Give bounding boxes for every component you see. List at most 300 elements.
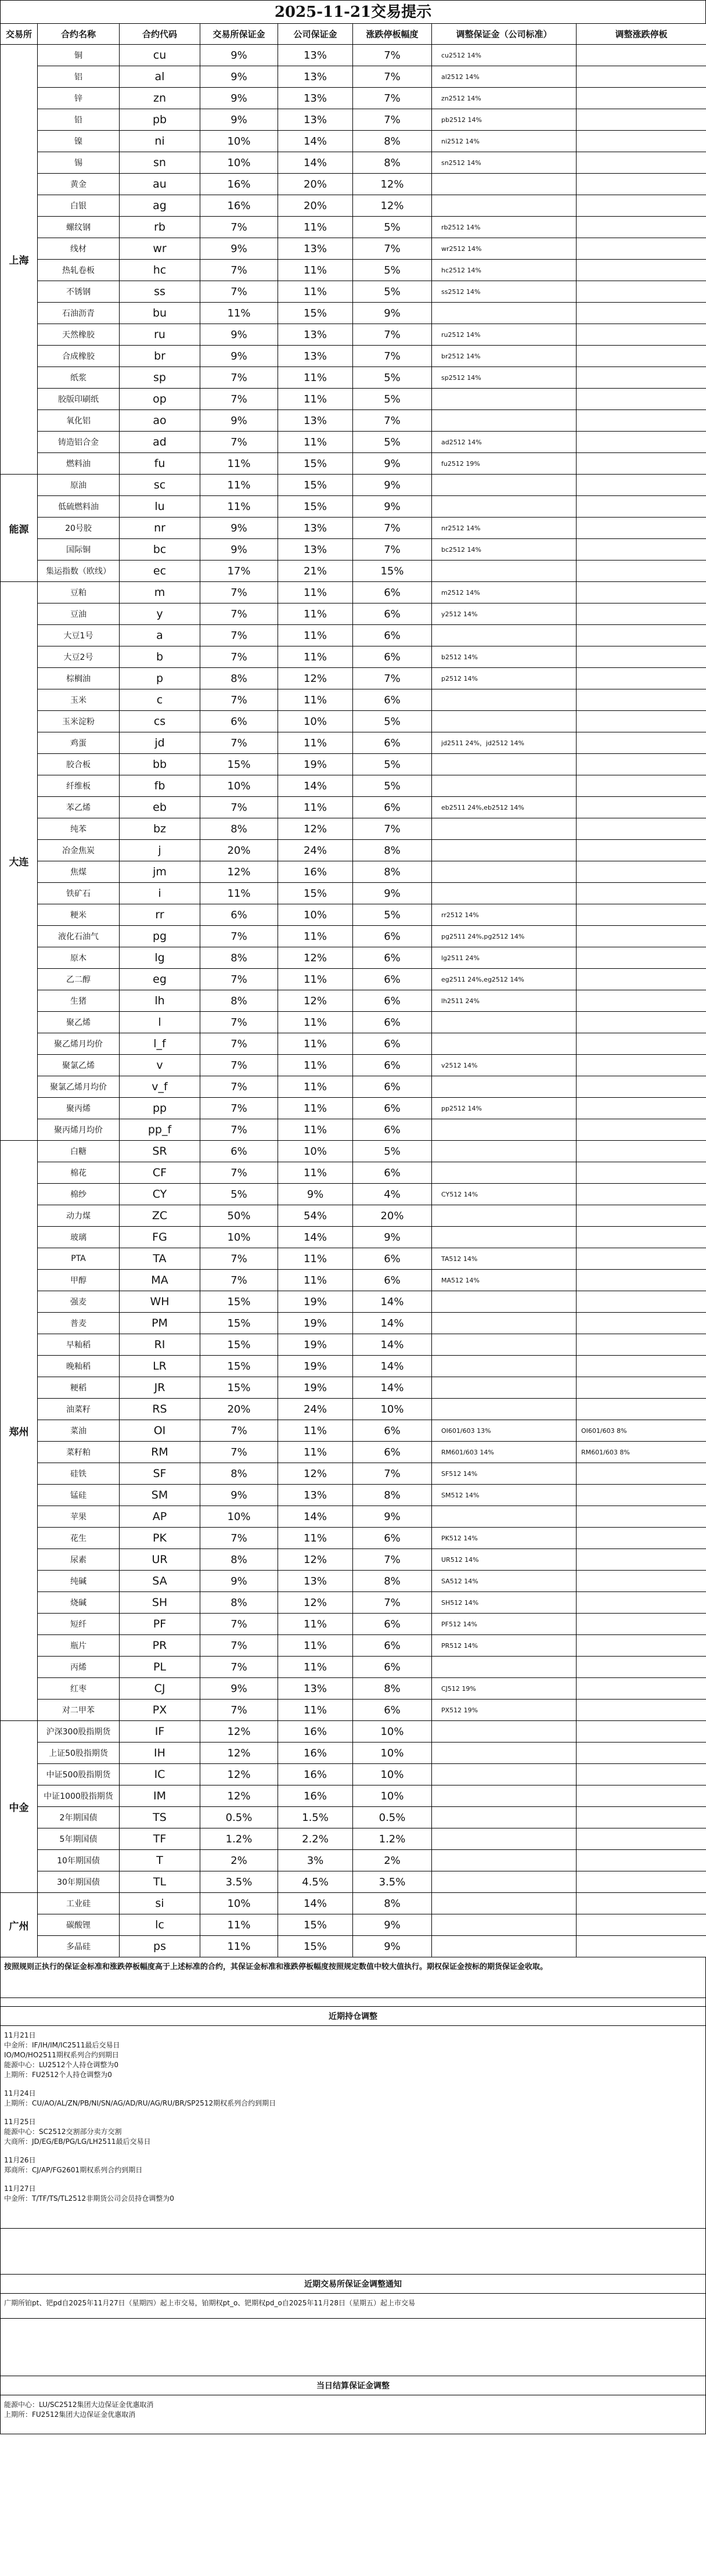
price-limit-cell: 7% [353,346,432,367]
company-margin-cell: 15% [278,496,353,518]
contract-name-cell: 甲醇 [38,1270,120,1291]
contract-code-cell: bb [120,754,200,775]
contract-code-cell: UR [120,1549,200,1571]
contract-name-cell: 菜籽粕 [38,1442,120,1463]
exchange-margin-cell: 10% [200,131,278,152]
contract-code-cell: jm [120,861,200,883]
contract-name-cell: 原木 [38,947,120,969]
price-limit-cell: 7% [353,1463,432,1485]
adjusted-limit-cell [577,861,706,883]
exchange-margin-cell: 8% [200,1549,278,1571]
contract-name-cell: 5年期国债 [38,1828,120,1850]
adjusted-margin-cell: PR512 14% [432,1635,577,1657]
exchange-margin-cell: 9% [200,88,278,109]
exchange-margin-cell: 7% [200,1162,278,1184]
company-margin-cell: 15% [278,1914,353,1936]
contract-name-cell: 2年期国债 [38,1807,120,1828]
company-margin-cell: 11% [278,1700,353,1721]
company-margin-cell: 12% [278,818,353,840]
adjusted-limit-cell [577,1012,706,1033]
exchange-margin-cell: 7% [200,1657,278,1678]
exchange-margin-cell: 7% [200,582,278,603]
company-margin-cell: 13% [278,346,353,367]
company-margin-cell: 13% [278,109,353,131]
price-limit-cell: 7% [353,1592,432,1614]
exchange-cell: 郑州 [1,1141,38,1721]
adjusted-margin-cell [432,1828,577,1850]
contract-name-cell: 合成橡胶 [38,346,120,367]
adjusted-limit-cell [577,1528,706,1549]
price-limit-cell: 14% [353,1291,432,1313]
price-limit-cell: 6% [353,1657,432,1678]
adjusted-margin-cell: UR512 14% [432,1549,577,1571]
contract-code-cell: eg [120,969,200,990]
adjusted-margin-cell: eg2511 24%,eg2512 14% [432,969,577,990]
contract-name-cell: 白糖 [38,1141,120,1162]
adjusted-limit-cell [577,1119,706,1141]
company-margin-cell: 12% [278,1549,353,1571]
table-row [1,1614,706,1635]
adjusted-limit-cell [577,410,706,432]
table-row [1,1184,706,1205]
exchange-margin-cell: 11% [200,453,278,475]
adjusted-margin-cell [432,195,577,217]
company-margin-cell: 13% [278,518,353,539]
contract-name-cell: 不锈钢 [38,281,120,303]
price-limit-cell: 6% [353,1055,432,1076]
adjusted-margin-cell [432,410,577,432]
contract-name-cell: 聚丙烯 [38,1098,120,1119]
contract-name-cell: 上证50股指期货 [38,1743,120,1764]
price-limit-cell: 10% [353,1785,432,1807]
exchange-margin-cell: 9% [200,45,278,66]
company-margin-cell: 10% [278,904,353,926]
adjusted-limit-cell [577,131,706,152]
table-body [1,45,706,1957]
contract-code-cell: IF [120,1721,200,1743]
price-limit-cell: 4% [353,1184,432,1205]
exchange-margin-cell: 15% [200,1377,278,1399]
adjusted-margin-cell: br2512 14% [432,346,577,367]
contract-name-cell: 天然橡胶 [38,324,120,346]
table-row [1,1785,706,1807]
table-row [1,797,706,818]
price-limit-cell: 9% [353,1506,432,1528]
price-limit-cell: 7% [353,109,432,131]
price-limit-cell: 6% [353,947,432,969]
table-row [1,539,706,561]
exchange-margin-cell: 5% [200,1184,278,1205]
section-spacer [0,1998,706,2006]
adjusted-limit-cell [577,1076,706,1098]
exchange-margin-cell: 7% [200,1420,278,1442]
contract-code-cell: v_f [120,1076,200,1098]
company-margin-cell: 21% [278,561,353,582]
adjusted-margin-cell [432,1033,577,1055]
notice-line: 广期所铂pt、钯pd自2025年11月27日（星期四）起上市交易，铂期权pt_o、钯期权pd_o自2025年11月28日（星期五）起上市交易 [4,2299,415,2307]
adjusted-limit-cell [577,66,706,88]
contract-code-cell: IM [120,1785,200,1807]
contract-name-cell: 冶金焦炭 [38,840,120,861]
contract-code-cell: lg [120,947,200,969]
exchange-margin-cell: 7% [200,1119,278,1141]
price-limit-cell: 5% [353,217,432,238]
adjusted-margin-cell: bc2512 14% [432,539,577,561]
exchange-margin-cell: 1.2% [200,1828,278,1850]
adjusted-limit-cell [577,1721,706,1743]
notice-line: 郑商所：CJ/AP/FG2601期权系列合约到期日 [4,2166,143,2174]
price-limit-cell: 5% [353,1141,432,1162]
price-limit-cell: 6% [353,990,432,1012]
exchange-margin-cell: 2% [200,1850,278,1871]
contract-name-cell: 纸浆 [38,367,120,389]
company-margin-cell: 11% [278,969,353,990]
price-limit-cell: 6% [353,646,432,668]
exchange-margin-cell: 16% [200,174,278,195]
adjusted-margin-cell [432,754,577,775]
contract-code-cell: RI [120,1334,200,1356]
table-row [1,1399,706,1420]
contract-name-cell: 氧化铝 [38,410,120,432]
company-margin-cell: 13% [278,1678,353,1700]
exchange-margin-cell: 7% [200,625,278,646]
company-margin-cell: 15% [278,475,353,496]
adjusted-margin-cell: jd2511 24%，jd2512 14% [432,732,577,754]
adjusted-margin-cell: PX512 19% [432,1700,577,1721]
adjusted-limit-cell [577,152,706,174]
adjusted-margin-cell [432,1914,577,1936]
exchange-margin-cell: 16% [200,195,278,217]
adjusted-margin-cell [432,1291,577,1313]
adjusted-limit-cell [577,453,706,475]
contract-name-cell: 锡 [38,152,120,174]
contract-name-cell: 红枣 [38,1678,120,1700]
exchange-margin-cell: 7% [200,217,278,238]
exchange-margin-cell: 12% [200,1743,278,1764]
notice-line: 能源中心：SC2512交割部分卖方交割 [4,2128,122,2136]
adjusted-margin-cell: SA512 14% [432,1571,577,1592]
adjusted-margin-cell [432,1807,577,1828]
table-row [1,883,706,904]
notice-line: 11月24日 [4,2089,36,2097]
table-row [1,1850,706,1871]
contract-name-cell: 大豆2号 [38,646,120,668]
adjusted-limit-cell [577,1743,706,1764]
exchange-margin-cell: 6% [200,904,278,926]
contract-name-cell: 锰硅 [38,1485,120,1506]
table-row [1,1743,706,1764]
price-limit-cell: 6% [353,926,432,947]
notice-line: 大商所：JD/EG/EB/PG/LG/LH2511最后交易日 [4,2137,151,2146]
exchange-margin-cell: 7% [200,1700,278,1721]
company-margin-cell: 16% [278,861,353,883]
price-limit-cell: 10% [353,1764,432,1785]
adjusted-margin-cell [432,1227,577,1248]
adjusted-limit-cell [577,1205,706,1227]
price-limit-cell: 6% [353,1248,432,1270]
exchange-margin-cell: 11% [200,475,278,496]
exchange-margin-cell: 15% [200,1313,278,1334]
exchange-margin-cell: 9% [200,109,278,131]
contract-name-cell: 生猪 [38,990,120,1012]
price-limit-cell: 6% [353,1098,432,1119]
adjusted-limit-cell [577,346,706,367]
exchange-margin-cell: 7% [200,1076,278,1098]
adjusted-margin-cell [432,1076,577,1098]
contract-code-cell: SA [120,1571,200,1592]
notice-line: 中金所：T/TF/TS/TL2512非期货公司会员持仓调整为0 [4,2194,174,2203]
contract-name-cell: 丙烯 [38,1657,120,1678]
price-limit-cell: 7% [353,324,432,346]
table-row [1,625,706,646]
adjusted-limit-cell [577,1700,706,1721]
adjusted-margin-cell [432,625,577,646]
contract-code-cell: lh [120,990,200,1012]
exchange-margin-cell: 7% [200,1528,278,1549]
exchange-margin-cell: 12% [200,861,278,883]
contract-code-cell: AP [120,1506,200,1528]
company-margin-cell: 11% [278,260,353,281]
table-row [1,1012,706,1033]
adjusted-margin-cell: SM512 14% [432,1485,577,1506]
table-row [1,990,706,1012]
contract-code-cell: RM [120,1442,200,1463]
price-limit-cell: 6% [353,1119,432,1141]
company-margin-cell: 11% [278,926,353,947]
adjusted-limit-cell [577,432,706,453]
contract-name-cell: 普麦 [38,1313,120,1334]
section-spacer [0,2229,706,2274]
adjusted-limit-cell [577,1399,706,1420]
contract-code-cell: lc [120,1914,200,1936]
company-margin-cell: 11% [278,1270,353,1291]
price-limit-cell: 5% [353,754,432,775]
company-margin-cell: 12% [278,668,353,689]
adjusted-limit-cell [577,389,706,410]
notice-block [4,2298,702,2308]
price-limit-cell: 7% [353,668,432,689]
contract-code-cell: T [120,1850,200,1871]
contract-name-cell: 棕榈油 [38,668,120,689]
exchange-margin-cell: 9% [200,1678,278,1700]
price-limit-cell: 5% [353,711,432,732]
price-limit-cell: 2% [353,1850,432,1871]
adjusted-margin-cell: MA512 14% [432,1270,577,1291]
contract-name-cell: 黄金 [38,174,120,195]
adjusted-limit-cell [577,668,706,689]
company-margin-cell: 11% [278,432,353,453]
adjusted-margin-cell [432,496,577,518]
adjusted-margin-cell [432,840,577,861]
table-row [1,174,706,195]
adjusted-limit-cell [577,1893,706,1914]
exchange-margin-cell: 10% [200,1227,278,1248]
contract-code-cell: ss [120,281,200,303]
contract-name-cell: 棉纱 [38,1184,120,1205]
margin-table [0,23,706,1957]
contract-code-cell: IH [120,1743,200,1764]
header-contract-name: 合约名称 [38,24,120,45]
contract-name-cell: 苹果 [38,1506,120,1528]
contract-code-cell: bu [120,303,200,324]
table-row [1,1098,706,1119]
header-exchange: 交易所 [1,24,38,45]
table-row [1,475,706,496]
adjusted-margin-cell [432,1785,577,1807]
price-limit-cell: 7% [353,1549,432,1571]
adjusted-limit-cell [577,1141,706,1162]
table-row [1,1914,706,1936]
table-row [1,561,706,582]
price-limit-cell: 6% [353,603,432,625]
adjusted-limit-cell [577,926,706,947]
company-margin-cell: 13% [278,238,353,260]
adjusted-limit-cell [577,1657,706,1678]
adjusted-margin-cell: ad2512 14% [432,432,577,453]
contract-code-cell: MA [120,1270,200,1291]
contract-code-cell: jd [120,732,200,754]
adjusted-limit-cell [577,1614,706,1635]
table-row [1,1828,706,1850]
company-margin-cell: 19% [278,754,353,775]
contract-code-cell: lu [120,496,200,518]
adjusted-limit-cell [577,1291,706,1313]
adjusted-margin-cell: ni2512 14% [432,131,577,152]
table-row [1,1635,706,1657]
exchange-margin-cell: 7% [200,367,278,389]
price-limit-cell: 9% [353,1227,432,1248]
section-title: 当日结算保证金调整 [0,2376,706,2395]
price-limit-cell: 15% [353,561,432,582]
table-row [1,1141,706,1162]
company-margin-cell: 13% [278,410,353,432]
exchange-margin-cell: 8% [200,1592,278,1614]
company-margin-cell: 11% [278,732,353,754]
price-limit-cell: 12% [353,195,432,217]
price-limit-cell: 5% [353,389,432,410]
price-limit-cell: 5% [353,432,432,453]
exchange-margin-cell: 7% [200,1442,278,1463]
adjusted-margin-cell [432,689,577,711]
table-row [1,1033,706,1055]
adjusted-limit-cell [577,1871,706,1893]
price-limit-cell: 9% [353,475,432,496]
adjusted-limit-cell [577,1162,706,1184]
company-margin-cell: 11% [278,1055,353,1076]
table-row [1,217,706,238]
contract-code-cell: br [120,346,200,367]
table-row [1,496,706,518]
contract-code-cell: zn [120,88,200,109]
contract-name-cell: 铜 [38,45,120,66]
company-margin-cell: 19% [278,1334,353,1356]
adjusted-limit-cell [577,496,706,518]
exchange-margin-cell: 11% [200,883,278,904]
section-title: 近期持仓调整 [0,2006,706,2026]
contract-name-cell: 螺纹钢 [38,217,120,238]
contract-name-cell: 硅铁 [38,1463,120,1485]
contract-code-cell: JR [120,1377,200,1399]
company-margin-cell: 11% [278,1442,353,1463]
table-row [1,1334,706,1356]
notice-block [4,2117,702,2147]
contract-code-cell: pg [120,926,200,947]
header-company-margin: 公司保证金 [278,24,353,45]
price-limit-cell: 8% [353,131,432,152]
adjusted-limit-cell [577,883,706,904]
exchange-margin-cell: 17% [200,561,278,582]
exchange-margin-cell: 11% [200,1914,278,1936]
exchange-margin-cell: 7% [200,389,278,410]
table-row [1,1764,706,1785]
exchange-margin-cell: 11% [200,303,278,324]
price-limit-cell: 5% [353,904,432,926]
adjusted-margin-cell: OI601/603 13% [432,1420,577,1442]
price-limit-cell: 14% [353,1334,432,1356]
adjusted-limit-cell [577,1506,706,1528]
company-margin-cell: 11% [278,1012,353,1033]
contract-name-cell: 粳米 [38,904,120,926]
company-margin-cell: 16% [278,1743,353,1764]
adjusted-limit-cell [577,367,706,389]
adjusted-limit-cell [577,281,706,303]
price-limit-cell: 9% [353,1914,432,1936]
exchange-margin-cell: 11% [200,496,278,518]
contract-name-cell: 烧碱 [38,1592,120,1614]
header-adjusted-limit: 调整涨跌停板 [577,24,706,45]
contract-code-cell: CF [120,1162,200,1184]
company-margin-cell: 11% [278,1657,353,1678]
contract-name-cell: 豆油 [38,603,120,625]
adjusted-margin-cell [432,1162,577,1184]
contract-code-cell: l [120,1012,200,1033]
contract-code-cell: CY [120,1184,200,1205]
price-limit-cell: 5% [353,775,432,797]
table-row [1,152,706,174]
table-row [1,88,706,109]
contract-code-cell: ao [120,410,200,432]
contract-name-cell: 锌 [38,88,120,109]
contract-name-cell: 30年期国债 [38,1871,120,1893]
contract-code-cell: CJ [120,1678,200,1700]
notice-line: 11月21日 [4,2031,36,2039]
adjusted-limit-cell [577,625,706,646]
company-margin-cell: 11% [278,367,353,389]
table-row [1,1119,706,1141]
adjusted-margin-cell: m2512 14% [432,582,577,603]
table-row [1,389,706,410]
table-row [1,432,706,453]
company-margin-cell: 14% [278,775,353,797]
contract-code-cell: LR [120,1356,200,1377]
company-margin-cell: 11% [278,389,353,410]
contract-code-cell: SR [120,1141,200,1162]
contract-name-cell: 粳稻 [38,1377,120,1399]
notice-block [4,2031,702,2080]
table-row [1,775,706,797]
company-margin-cell: 13% [278,45,353,66]
company-margin-cell: 19% [278,1377,353,1399]
price-limit-cell: 5% [353,281,432,303]
table-row [1,1055,706,1076]
exchange-margin-cell: 0.5% [200,1807,278,1828]
contract-code-cell: fu [120,453,200,475]
contract-code-cell: PL [120,1657,200,1678]
adjusted-limit-cell [577,1227,706,1248]
contract-code-cell: sp [120,367,200,389]
section-body [0,2026,706,2229]
exchange-margin-cell: 7% [200,1270,278,1291]
